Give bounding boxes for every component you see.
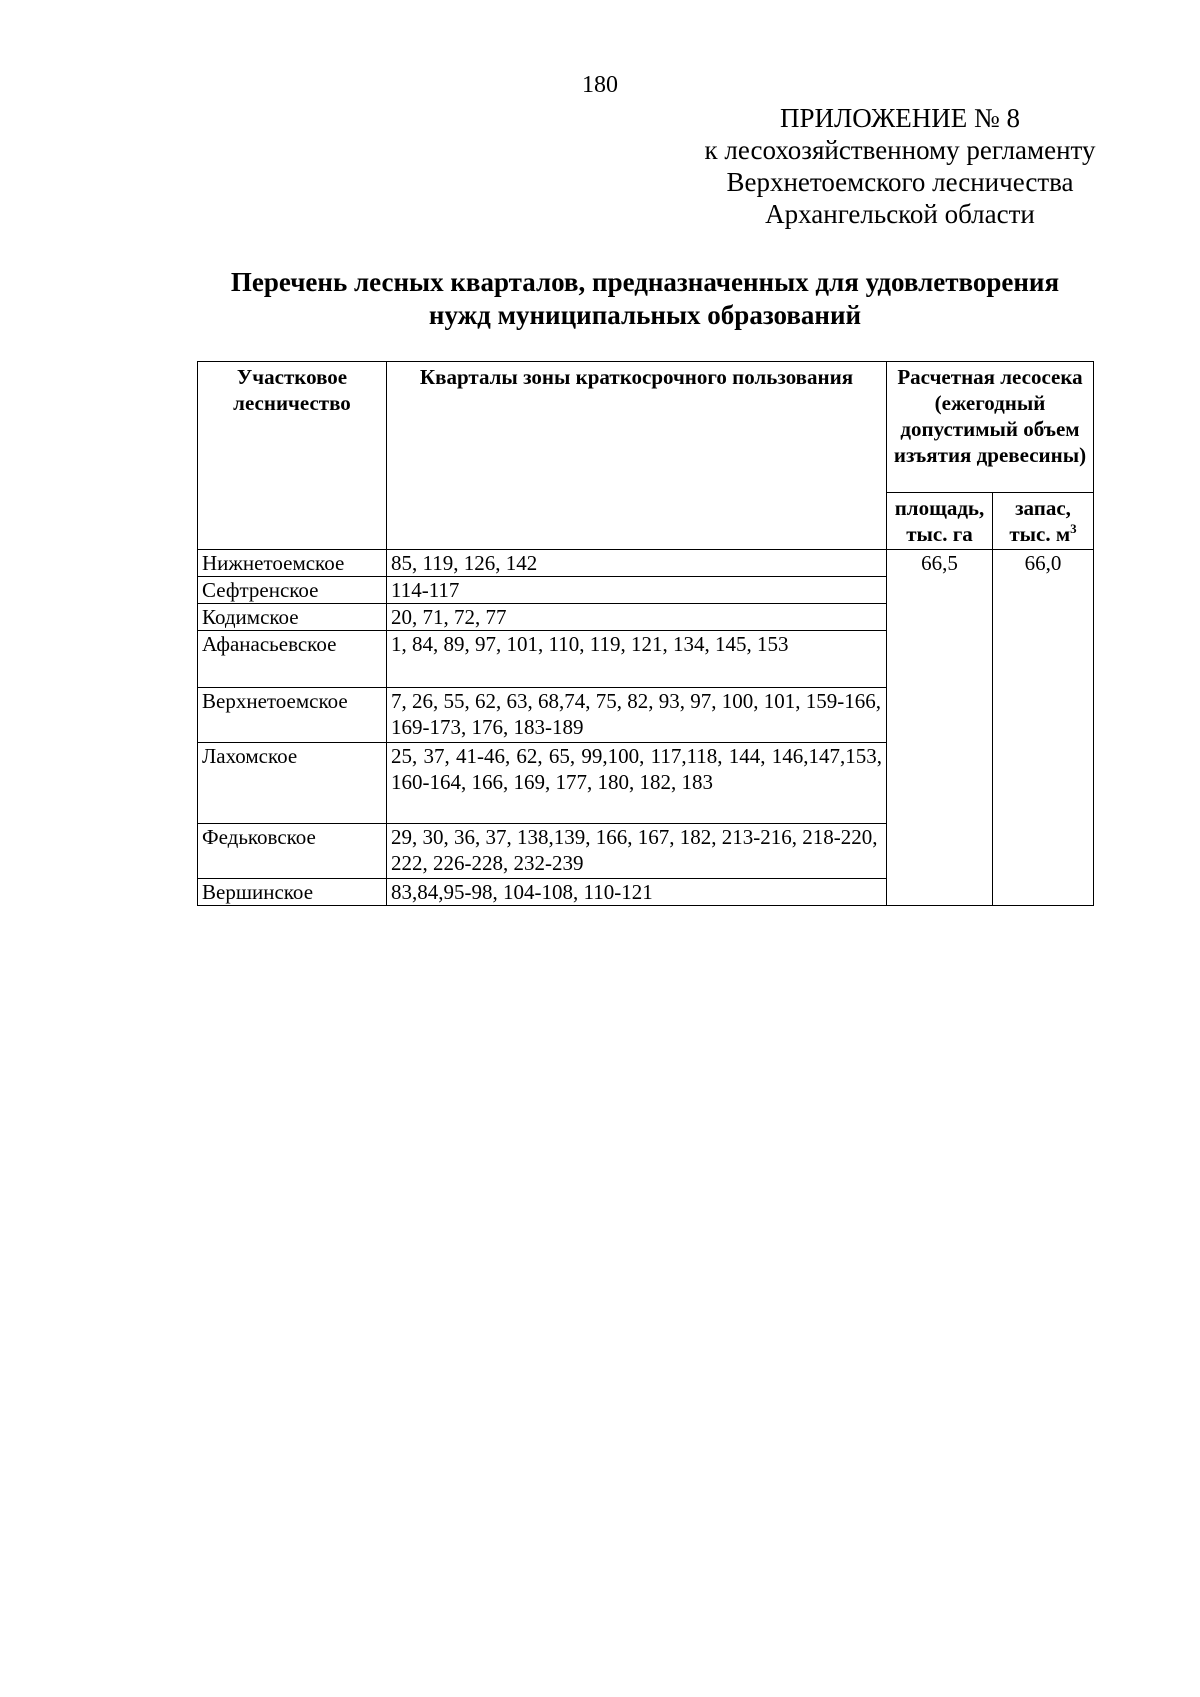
district-cell: Сефтренское [198,577,387,604]
appendix-title: ПРИЛОЖЕНИЕ № 8 [779,103,1021,133]
district-cell: Верхнетоемское [198,688,387,743]
quarters-cell: 29, 30, 36, 37, 138,139, 166, 167, 182, 213-216, 218-220, 222, 226-228, 232-239 [387,824,887,879]
header-area: площадь, тыс. га [887,493,993,550]
appendix-heading [640,102,1160,230]
header-stock-label: запас, тыс. м [1009,496,1071,546]
quarters-cell: 114-117 [387,577,887,604]
district-cell: Федьковское [198,824,387,879]
quarters-cell: 85, 119, 126, 142 [387,550,887,577]
district-cell: Афанасьевское [198,631,387,688]
quarters-cell: 20, 71, 72, 77 [387,604,887,631]
appendix-line-3: Архангельской области [765,199,1035,229]
district-cell: Кодимское [198,604,387,631]
area-value-cell: 66,5 [887,550,993,906]
table-row [198,550,1094,577]
quarters-table [197,361,1094,906]
header-stock-superscript: 3 [1070,521,1077,536]
document-title-line-1: Перечень лесных кварталов, предназначенных для удовлетворения [230,267,1060,297]
quarters-cell: 7, 26, 55, 62, 63, 68,74, 75, 82, 93, 97, 100, 101, 159-166, 169-173, 176, 183-189 [387,688,887,743]
header-district: Участковое лесничество [198,362,387,550]
stock-value-cell: 66,0 [993,550,1094,906]
appendix-line-2: Верхнетоемского лесничества [726,167,1074,197]
table-header-row [198,362,1094,493]
header-quarters: Кварталы зоны краткосрочного пользования [387,362,887,550]
district-cell: Лахомское [198,743,387,824]
document-title-line-2: нужд муниципальных образований [428,300,862,330]
header-stock [993,493,1094,550]
district-cell: Нижнетоемское [198,550,387,577]
header-cutting-area: Расчетная лесосека (ежегодный допустимый объем изъятия древесины) [887,362,1094,493]
quarters-cell: 25, 37, 41-46, 62, 65, 99,100, 117,118, 144, 146,147,153, 160-164, 166, 169, 177, 180, 182, 183 [387,743,887,824]
quarters-cell: 83,84,95-98, 104-108, 110-121 [387,879,887,906]
district-cell: Вершинское [198,879,387,906]
page-number: 180 [582,72,618,98]
document-title [150,266,1140,332]
appendix-line-1: к лесохозяйственному регламенту [704,135,1096,165]
quarters-cell: 1, 84, 89, 97, 101, 110, 119, 121, 134, 145, 153 [387,631,887,688]
